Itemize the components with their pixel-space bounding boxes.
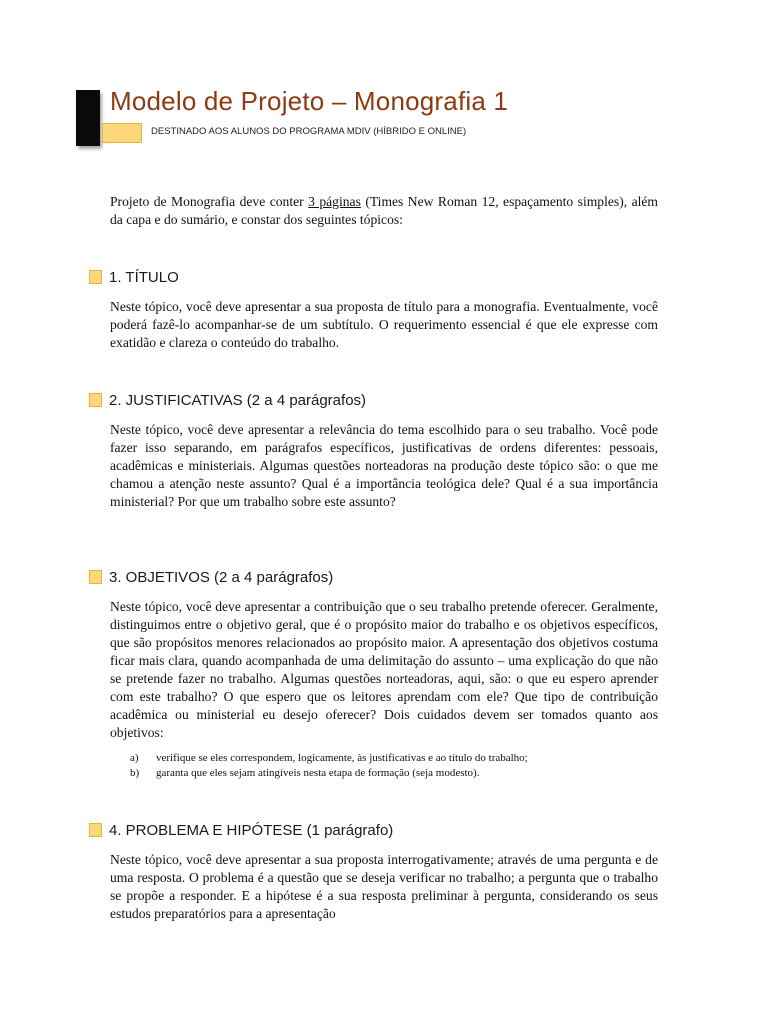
section-heading-text: 4. PROBLEMA E HIPÓTESE (1 parágrafo) [109,821,394,839]
objectives-list [130,751,670,781]
list-item [130,766,670,781]
subtitle-accent-box [102,123,142,143]
list-marker: a) [130,752,139,764]
intro-text-before: Projeto de Monografia deve conter [110,194,309,209]
document-subtitle: DESTINADO AOS ALUNOS DO PROGRAMA MDIV (HÍBRIDO E ONLINE) [151,126,467,137]
heading-bullet-box [89,570,102,584]
section-heading-text: 2. JUSTIFICATIVAS (2 a 4 parágrafos) [109,391,367,409]
heading-bullet-box [89,823,102,837]
heading-bullet-box [89,270,102,284]
section-heading-objetivos [89,567,333,587]
section-heading-text: 3. OBJETIVOS (2 a 4 parágrafos) [109,568,334,586]
intro-text-after: (Times New Roman 12, espaçamento simples), além da capa e do sumário, e constar dos seguintes tópicos: [110,194,658,227]
section-body-justificativas: Neste tópico, você deve apresentar a relevância do tema escolhido para o seu trabalho. Você pode fazer isso separando, em parágrafos específicos, justificativas de ordens diferentes: pessoais, acadêmicas e ministeriais. Algumas questões norteadoras na produção deste tópico são: o que me chamou a atenção neste assunto? Qual é a importância teológica dele? Qual é a sua importância ministerial? Por que um trabalho sobre este assunto? [110,422,658,509]
section-heading-text: 1. TÍTULO [109,268,179,286]
list-item-text: verifique se eles correspondem, logicamente, às justificativas e ao título do trabalho; [156,752,528,764]
section-heading-problema [89,820,393,840]
section-body-problema: Neste tópico, você deve apresentar a sua proposta interrogativamente; através de uma pergunta e de uma resposta. O problema é a questão que se deseja verificar no trabalho; a pergunta que o trabalho se propõe a responder. E a hipótese é a sua resposta preliminar à pergunta, considerando os seus estudos preparatórios para a apresentação [110,852,658,921]
intro-paragraph [110,193,658,229]
list-item [130,751,670,766]
list-marker: b) [130,767,140,779]
intro-underlined: 3 páginas [308,194,361,209]
heading-bullet-box [89,393,102,407]
document-title: Modelo de Projeto – Monografia 1 [110,86,509,116]
section-heading-justificativas [89,390,366,410]
decorative-black-bar [76,90,100,146]
section-body-objetivos: Neste tópico, você deve apresentar a contribuição que o seu trabalho pretende oferecer. Geralmente, distinguimos entre o objetivo geral, que é o propósito maior do trabalho e os objetivos específicos, que são propósitos menores relacionados ao propósito maior. A apresentação dos objetivos costuma ficar mais clara, quando acompanhada de uma delimitação do assunto – uma explicação do que não se pretende fazer no trabalho. Algumas questões norteadoras, aqui, são: o que eu espero aprender com este trabalho? O que espero que os leitores aprendam com ele? Que tipo de contribuição acadêmica ou ministerial eu desejo oferecer? Dois cuidados devem ser tomados quanto aos objetivos: [110,599,658,740]
section-body-titulo: Neste tópico, você deve apresentar a sua proposta de título para a monografia. Eventualmente, você poderá fazê-lo acompanhar-se de um subtítulo. O requerimento essencial é que ele expresse com exatidão e clareza o conteúdo do trabalho. [110,299,658,350]
list-item-text: garanta que eles sejam atingíveis nesta etapa de formação (seja modesto). [156,767,480,779]
section-heading-titulo [89,267,179,287]
